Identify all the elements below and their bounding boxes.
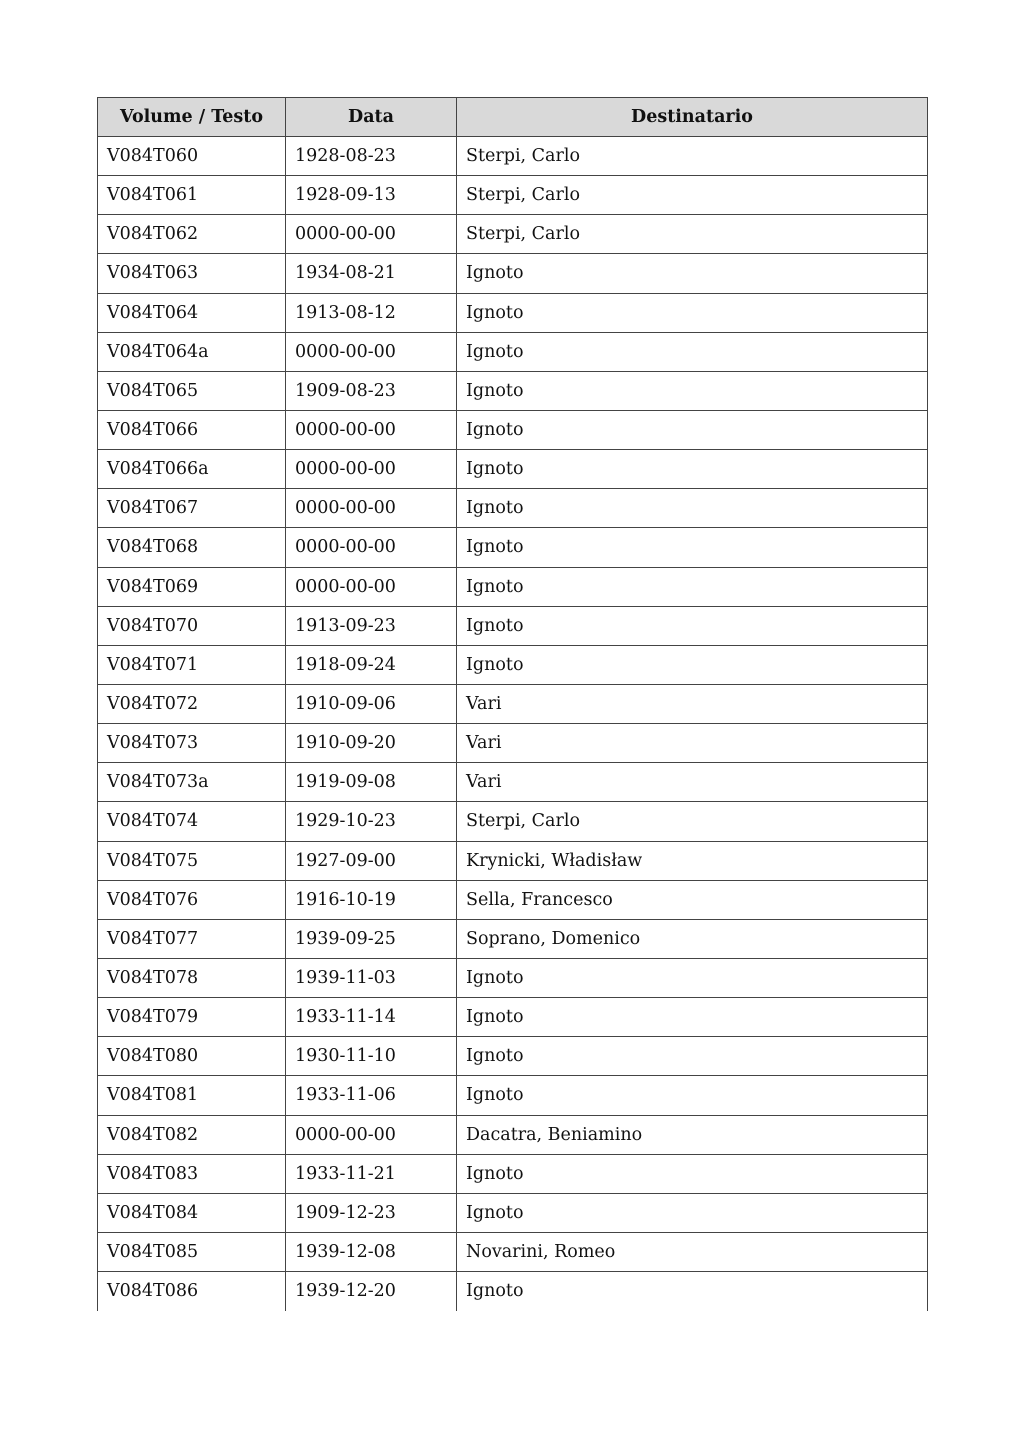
cell-data: 0000-00-00 [286, 489, 457, 528]
table-row [98, 410, 928, 449]
cell-data: 1929-10-23 [286, 802, 457, 841]
cell-data: 1927-09-00 [286, 841, 457, 880]
cell-data: 0000-00-00 [286, 410, 457, 449]
cell-volume-testo: V084T065 [98, 371, 286, 410]
cell-destinatario: Ignoto [457, 450, 928, 489]
cell-data: 0000-00-00 [286, 1115, 457, 1154]
table-row [98, 1076, 928, 1115]
cell-volume-testo: V084T066a [98, 450, 286, 489]
table-row [98, 919, 928, 958]
table-row [98, 684, 928, 723]
table-row [98, 1272, 928, 1311]
cell-volume-testo: V084T083 [98, 1154, 286, 1193]
cell-volume-testo: V084T067 [98, 489, 286, 528]
table-row [98, 489, 928, 528]
cell-volume-testo: V084T069 [98, 567, 286, 606]
cell-volume-testo: V084T077 [98, 919, 286, 958]
table-row [98, 528, 928, 567]
cell-destinatario: Ignoto [457, 489, 928, 528]
cell-data: 1913-09-23 [286, 606, 457, 645]
table-row [98, 254, 928, 293]
cell-destinatario: Vari [457, 763, 928, 802]
table-row [98, 293, 928, 332]
cell-destinatario: Ignoto [457, 371, 928, 410]
cell-data: 1910-09-20 [286, 724, 457, 763]
cell-destinatario: Novarini, Romeo [457, 1232, 928, 1271]
table-header [98, 98, 928, 137]
cell-destinatario: Ignoto [457, 1154, 928, 1193]
cell-volume-testo: V084T079 [98, 998, 286, 1037]
cell-destinatario: Ignoto [457, 958, 928, 997]
cell-destinatario: Ignoto [457, 254, 928, 293]
cell-data: 1939-09-25 [286, 919, 457, 958]
cell-volume-testo: V084T071 [98, 645, 286, 684]
cell-data: 1933-11-21 [286, 1154, 457, 1193]
cell-destinatario: Ignoto [457, 1193, 928, 1232]
cell-volume-testo: V084T061 [98, 176, 286, 215]
table-row [98, 1037, 928, 1076]
header-volume-testo: Volume / Testo [98, 98, 286, 137]
cell-volume-testo: V084T064a [98, 332, 286, 371]
table-row [98, 724, 928, 763]
cell-volume-testo: V084T066 [98, 410, 286, 449]
cell-volume-testo: V084T081 [98, 1076, 286, 1115]
cell-destinatario: Ignoto [457, 1037, 928, 1076]
cell-destinatario: Soprano, Domenico [457, 919, 928, 958]
cell-volume-testo: V084T072 [98, 684, 286, 723]
header-destinatario: Destinatario [457, 98, 928, 137]
cell-data: 1934-08-21 [286, 254, 457, 293]
cell-destinatario: Ignoto [457, 1272, 928, 1311]
cell-destinatario: Sterpi, Carlo [457, 176, 928, 215]
cell-data: 0000-00-00 [286, 215, 457, 254]
cell-volume-testo: V084T078 [98, 958, 286, 997]
cell-volume-testo: V084T073a [98, 763, 286, 802]
cell-volume-testo: V084T068 [98, 528, 286, 567]
cell-destinatario: Ignoto [457, 332, 928, 371]
cell-data: 1916-10-19 [286, 880, 457, 919]
header-data: Data [286, 98, 457, 137]
table-row [98, 841, 928, 880]
table-row [98, 137, 928, 176]
cell-data: 1910-09-06 [286, 684, 457, 723]
table-row [98, 1154, 928, 1193]
table-row [98, 606, 928, 645]
cell-destinatario: Vari [457, 684, 928, 723]
cell-volume-testo: V084T060 [98, 137, 286, 176]
cell-destinatario: Ignoto [457, 1076, 928, 1115]
cell-volume-testo: V084T076 [98, 880, 286, 919]
cell-data: 1939-12-08 [286, 1232, 457, 1271]
cell-destinatario: Sterpi, Carlo [457, 137, 928, 176]
cell-destinatario: Sella, Francesco [457, 880, 928, 919]
cell-destinatario: Ignoto [457, 293, 928, 332]
header-row [98, 98, 928, 137]
cell-data: 1909-12-23 [286, 1193, 457, 1232]
cell-data: 1933-11-06 [286, 1076, 457, 1115]
cell-data: 1928-09-13 [286, 176, 457, 215]
cell-destinatario: Ignoto [457, 567, 928, 606]
cell-destinatario: Sterpi, Carlo [457, 215, 928, 254]
cell-destinatario: Ignoto [457, 998, 928, 1037]
cell-destinatario: Ignoto [457, 410, 928, 449]
cell-data: 1913-08-12 [286, 293, 457, 332]
table-row [98, 215, 928, 254]
cell-volume-testo: V084T082 [98, 1115, 286, 1154]
table-row [98, 1232, 928, 1271]
cell-data: 1939-11-03 [286, 958, 457, 997]
table-row [98, 567, 928, 606]
cell-volume-testo: V084T073 [98, 724, 286, 763]
cell-destinatario: Ignoto [457, 645, 928, 684]
cell-destinatario: Ignoto [457, 528, 928, 567]
table-row [98, 763, 928, 802]
table-row [98, 1193, 928, 1232]
cell-volume-testo: V084T075 [98, 841, 286, 880]
table-row [98, 176, 928, 215]
cell-destinatario: Krynicki, Władisław [457, 841, 928, 880]
cell-data: 1909-08-23 [286, 371, 457, 410]
cell-data: 0000-00-00 [286, 332, 457, 371]
cell-volume-testo: V084T063 [98, 254, 286, 293]
cell-volume-testo: V084T080 [98, 1037, 286, 1076]
cell-destinatario: Ignoto [457, 606, 928, 645]
cell-data: 1928-08-23 [286, 137, 457, 176]
cell-data: 1918-09-24 [286, 645, 457, 684]
cell-volume-testo: V084T062 [98, 215, 286, 254]
table-row [98, 645, 928, 684]
table-row [98, 802, 928, 841]
cell-volume-testo: V084T070 [98, 606, 286, 645]
table-body [98, 137, 928, 1311]
table-row [98, 880, 928, 919]
cell-data: 1930-11-10 [286, 1037, 457, 1076]
table-row [98, 450, 928, 489]
cell-destinatario: Sterpi, Carlo [457, 802, 928, 841]
cell-data: 1939-12-20 [286, 1272, 457, 1311]
cell-volume-testo: V084T074 [98, 802, 286, 841]
table-row [98, 958, 928, 997]
letters-table [97, 97, 928, 1311]
cell-data: 0000-00-00 [286, 567, 457, 606]
table-row [98, 1115, 928, 1154]
cell-volume-testo: V084T086 [98, 1272, 286, 1311]
cell-volume-testo: V084T085 [98, 1232, 286, 1271]
cell-destinatario: Vari [457, 724, 928, 763]
table-row [98, 332, 928, 371]
cell-data: 1919-09-08 [286, 763, 457, 802]
cell-data: 0000-00-00 [286, 528, 457, 567]
cell-data: 1933-11-14 [286, 998, 457, 1037]
cell-volume-testo: V084T064 [98, 293, 286, 332]
table-row [98, 371, 928, 410]
cell-data: 0000-00-00 [286, 450, 457, 489]
cell-volume-testo: V084T084 [98, 1193, 286, 1232]
cell-destinatario: Dacatra, Beniamino [457, 1115, 928, 1154]
table-row [98, 998, 928, 1037]
